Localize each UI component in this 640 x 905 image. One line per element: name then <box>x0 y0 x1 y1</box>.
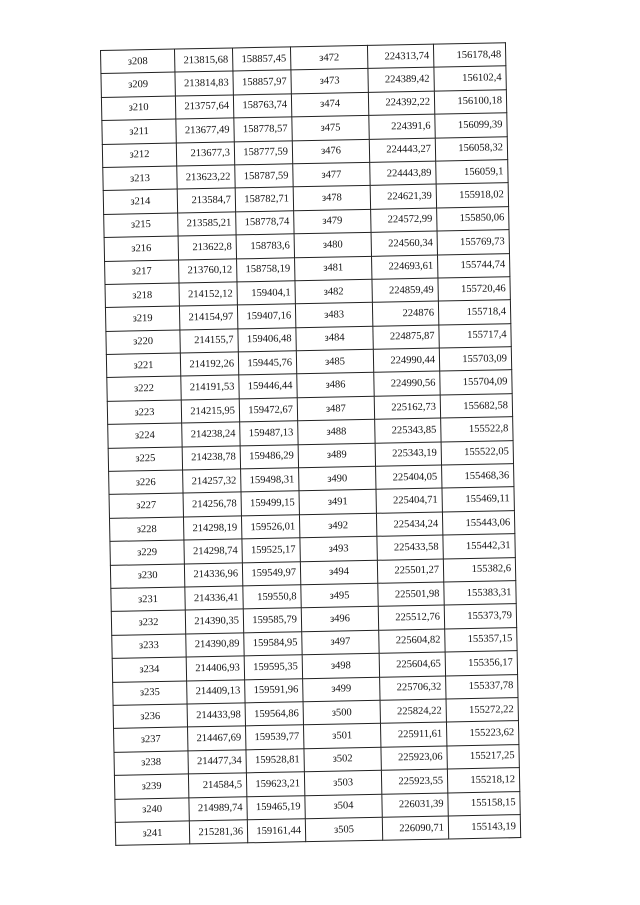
y-coord-left-cell: 159407,16 <box>237 304 295 328</box>
x-coord-right-cell: 225162,73 <box>374 395 440 420</box>
y-coord-right-cell: 155522,8 <box>441 417 513 442</box>
y-coord-left-cell: 159584,95 <box>244 632 302 656</box>
y-coord-right-cell: 155850,06 <box>437 206 509 231</box>
point-id-right-cell: з483 <box>295 303 372 328</box>
point-id-right-cell: з472 <box>290 45 367 70</box>
point-id-left-cell: з238 <box>114 751 188 776</box>
x-coord-right-cell: 225501,27 <box>377 559 443 584</box>
x-coord-right-cell: 224560,34 <box>371 231 437 256</box>
point-id-right-cell: з486 <box>297 373 374 398</box>
x-coord-left-cell: 214238,78 <box>182 446 240 470</box>
point-id-left-cell: з226 <box>109 470 183 495</box>
y-coord-right-cell: 155218,12 <box>447 768 519 793</box>
point-id-right-cell: з494 <box>300 560 377 585</box>
x-coord-right-cell: 225501,98 <box>378 582 444 607</box>
x-coord-left-cell: 214390,35 <box>185 609 243 633</box>
x-coord-left-cell: 214215,95 <box>181 399 239 423</box>
y-coord-right-cell: 155468,36 <box>442 464 514 489</box>
point-id-left-cell: з220 <box>106 330 180 355</box>
x-coord-right-cell: 224859,49 <box>372 278 438 303</box>
y-coord-left-cell: 158778,57 <box>234 117 292 141</box>
x-coord-right-cell: 224443,89 <box>370 161 436 186</box>
point-id-left-cell: з237 <box>114 727 188 752</box>
point-id-right-cell: з491 <box>299 490 376 515</box>
point-id-right-cell: з489 <box>298 443 375 468</box>
point-id-left-cell: з221 <box>106 353 180 378</box>
y-coord-left-cell: 159591,96 <box>245 678 303 702</box>
point-id-right-cell: з479 <box>294 209 371 234</box>
y-coord-right-cell: 155469,11 <box>442 487 514 512</box>
x-coord-right-cell: 225343,19 <box>375 442 441 467</box>
point-id-right-cell: з501 <box>303 724 380 749</box>
y-coord-right-cell: 156058,32 <box>435 136 507 161</box>
x-coord-right-cell: 225343,85 <box>375 418 441 443</box>
point-id-right-cell: з498 <box>302 653 379 678</box>
x-coord-right-cell: 224572,99 <box>371 208 437 233</box>
y-coord-left-cell: 159528,81 <box>246 748 304 772</box>
y-coord-left-cell: 158778,74 <box>236 211 294 235</box>
point-id-left-cell: з216 <box>104 236 178 261</box>
point-id-left-cell: з223 <box>107 400 181 425</box>
x-coord-right-cell: 225433,58 <box>377 535 443 560</box>
y-coord-left-cell: 159445,76 <box>238 351 296 375</box>
x-coord-right-cell: 226031,39 <box>382 792 448 817</box>
coordinates-table <box>100 42 521 846</box>
point-id-right-cell: з490 <box>299 466 376 491</box>
y-coord-right-cell: 155223,62 <box>446 721 518 746</box>
coordinates-table-body <box>101 43 521 846</box>
x-coord-left-cell: 214256,78 <box>183 492 241 516</box>
y-coord-right-cell: 156178,48 <box>433 43 505 68</box>
x-coord-left-cell: 214477,34 <box>188 750 246 774</box>
x-coord-right-cell: 225404,05 <box>376 465 442 490</box>
y-coord-left-cell: 158857,97 <box>233 70 291 94</box>
x-coord-left-cell: 214155,7 <box>180 329 238 353</box>
point-id-right-cell: з484 <box>296 326 373 351</box>
point-id-left-cell: з225 <box>108 447 182 472</box>
point-id-left-cell: з222 <box>107 376 181 401</box>
y-coord-right-cell: 155717,4 <box>439 323 511 348</box>
y-coord-right-cell: 155373,79 <box>444 604 516 629</box>
point-id-right-cell: з481 <box>295 256 372 281</box>
y-coord-left-cell: 159499,15 <box>241 491 299 515</box>
y-coord-right-cell: 155443,06 <box>442 510 514 535</box>
point-id-right-cell: з482 <box>295 279 372 304</box>
point-id-left-cell: з215 <box>104 213 178 238</box>
point-id-right-cell: з477 <box>293 162 370 187</box>
y-coord-right-cell: 155143,19 <box>448 814 520 839</box>
x-coord-right-cell: 224389,42 <box>368 67 434 92</box>
point-id-right-cell: з499 <box>303 677 380 702</box>
point-id-right-cell: з475 <box>292 116 369 141</box>
x-coord-left-cell: 213814,83 <box>175 71 233 95</box>
x-coord-right-cell: 225923,55 <box>381 769 447 794</box>
y-coord-left-cell: 159564,86 <box>245 702 303 726</box>
y-coord-left-cell: 159446,44 <box>239 374 297 398</box>
y-coord-left-cell: 159487,13 <box>240 421 298 445</box>
point-id-right-cell: з496 <box>301 607 378 632</box>
point-id-right-cell: з492 <box>299 513 376 538</box>
y-coord-right-cell: 155337,78 <box>446 674 518 699</box>
x-coord-right-cell: 225706,32 <box>380 676 446 701</box>
point-id-left-cell: з208 <box>101 49 175 74</box>
y-coord-right-cell: 155357,15 <box>445 627 517 652</box>
point-id-right-cell: з474 <box>291 92 368 117</box>
x-coord-left-cell: 214433,98 <box>187 703 245 727</box>
x-coord-left-cell: 214192,26 <box>180 352 238 376</box>
x-coord-right-cell: 225604,82 <box>379 629 445 654</box>
point-id-left-cell: з227 <box>109 493 183 518</box>
x-coord-right-cell: 226090,71 <box>382 816 448 841</box>
x-coord-right-cell: 225923,06 <box>381 746 447 771</box>
x-coord-right-cell: 224391,6 <box>369 114 435 139</box>
point-id-left-cell: з210 <box>101 96 175 121</box>
x-coord-left-cell: 213623,22 <box>177 165 235 189</box>
x-coord-right-cell: 224875,87 <box>373 325 439 350</box>
y-coord-left-cell: 158777,59 <box>234 140 292 164</box>
x-coord-left-cell: 214584,5 <box>188 773 246 797</box>
point-id-right-cell: з485 <box>296 349 373 374</box>
y-coord-right-cell: 156099,39 <box>435 113 507 138</box>
y-coord-left-cell: 159161,44 <box>247 819 305 843</box>
point-id-right-cell: з480 <box>294 232 371 257</box>
point-id-left-cell: з239 <box>114 774 188 799</box>
point-id-left-cell: з218 <box>105 283 179 308</box>
x-coord-left-cell: 213677,3 <box>176 142 234 166</box>
y-coord-right-cell: 155704,09 <box>440 370 512 395</box>
y-coord-right-cell: 155918,02 <box>436 183 508 208</box>
x-coord-left-cell: 214390,89 <box>186 633 244 657</box>
x-coord-left-cell: 213677,49 <box>176 118 234 142</box>
y-coord-left-cell: 159498,31 <box>241 468 299 492</box>
x-coord-left-cell: 213760,12 <box>179 258 237 282</box>
point-id-right-cell: з473 <box>291 69 368 94</box>
x-coord-right-cell: 225434,24 <box>376 512 442 537</box>
x-coord-left-cell: 214298,74 <box>184 539 242 563</box>
x-coord-right-cell: 225604,65 <box>379 652 445 677</box>
y-coord-left-cell: 159526,01 <box>241 515 299 539</box>
y-coord-right-cell: 155442,31 <box>443 534 515 559</box>
y-coord-left-cell: 159539,77 <box>246 725 304 749</box>
point-id-right-cell: з478 <box>293 186 370 211</box>
x-coord-right-cell: 224876 <box>372 301 438 326</box>
x-coord-left-cell: 213584,7 <box>177 188 235 212</box>
x-coord-right-cell: 224693,61 <box>372 255 438 280</box>
point-id-right-cell: з476 <box>292 139 369 164</box>
y-coord-right-cell: 155356,17 <box>445 651 517 676</box>
point-id-left-cell: з228 <box>109 517 183 542</box>
point-id-left-cell: з235 <box>113 681 187 706</box>
x-coord-left-cell: 214298,19 <box>183 516 241 540</box>
point-id-left-cell: з212 <box>102 143 176 168</box>
x-coord-left-cell: 215281,36 <box>189 820 247 844</box>
y-coord-left-cell: 158758,19 <box>237 257 295 281</box>
x-coord-left-cell: 213815,68 <box>174 48 232 72</box>
y-coord-left-cell: 159623,21 <box>246 772 304 796</box>
point-id-left-cell: з224 <box>108 423 182 448</box>
x-coord-right-cell: 224621,39 <box>370 184 436 209</box>
point-id-right-cell: з488 <box>298 420 375 445</box>
point-id-left-cell: з236 <box>113 704 187 729</box>
point-id-left-cell: з229 <box>110 540 184 565</box>
x-coord-right-cell: 225824,22 <box>380 699 446 724</box>
point-id-left-cell: з234 <box>112 657 186 682</box>
point-id-right-cell: з502 <box>304 747 381 772</box>
x-coord-left-cell: 214154,97 <box>179 305 237 329</box>
point-id-left-cell: з217 <box>105 260 179 285</box>
x-coord-left-cell: 214989,74 <box>189 796 247 820</box>
point-id-left-cell: з209 <box>101 72 175 97</box>
y-coord-left-cell: 158763,74 <box>233 94 291 118</box>
point-id-right-cell: з504 <box>305 794 382 819</box>
y-coord-right-cell: 155703,09 <box>439 347 511 372</box>
point-id-right-cell: з503 <box>304 770 381 795</box>
y-coord-left-cell: 159525,17 <box>242 538 300 562</box>
point-id-left-cell: з241 <box>115 821 189 846</box>
point-id-left-cell: з230 <box>110 564 184 589</box>
x-coord-left-cell: 214409,13 <box>187 679 245 703</box>
y-coord-left-cell: 158782,71 <box>235 187 293 211</box>
x-coord-right-cell: 225911,61 <box>380 722 446 747</box>
point-id-left-cell: з211 <box>102 119 176 144</box>
y-coord-right-cell: 156102,4 <box>434 66 506 91</box>
y-coord-left-cell: 158857,45 <box>232 47 290 71</box>
y-coord-left-cell: 159465,19 <box>247 795 305 819</box>
point-id-right-cell: з493 <box>300 536 377 561</box>
x-coord-right-cell: 224990,56 <box>374 372 440 397</box>
y-coord-left-cell: 159585,79 <box>243 608 301 632</box>
y-coord-right-cell: 156100,18 <box>434 89 506 114</box>
y-coord-left-cell: 158787,59 <box>235 164 293 188</box>
y-coord-left-cell: 159486,29 <box>240 444 298 468</box>
x-coord-right-cell: 224443,27 <box>369 138 435 163</box>
x-coord-right-cell: 225404,71 <box>376 488 442 513</box>
y-coord-left-cell: 159472,67 <box>239 398 297 422</box>
point-id-right-cell: з497 <box>302 630 379 655</box>
x-coord-left-cell: 213622,8 <box>178 235 236 259</box>
y-coord-right-cell: 155158,15 <box>448 791 520 816</box>
point-id-right-cell: з505 <box>305 817 382 842</box>
y-coord-right-cell: 155744,74 <box>437 253 509 278</box>
y-coord-left-cell: 159595,35 <box>244 655 302 679</box>
point-id-left-cell: з219 <box>105 306 179 331</box>
x-coord-left-cell: 214467,69 <box>188 726 246 750</box>
point-id-right-cell: з487 <box>297 396 374 421</box>
x-coord-right-cell: 224392,22 <box>368 91 434 116</box>
y-coord-left-cell: 159549,97 <box>242 561 300 585</box>
y-coord-right-cell: 155718,4 <box>438 300 510 325</box>
x-coord-left-cell: 213585,21 <box>178 212 236 236</box>
y-coord-right-cell: 155522,05 <box>441 440 513 465</box>
x-coord-right-cell: 224990,44 <box>373 348 439 373</box>
y-coord-right-cell: 156059,1 <box>436 160 508 185</box>
x-coord-left-cell: 214257,32 <box>183 469 241 493</box>
x-coord-right-cell: 224313,74 <box>367 44 433 69</box>
x-coord-left-cell: 214336,41 <box>185 586 243 610</box>
y-coord-left-cell: 159550,8 <box>243 585 301 609</box>
y-coord-left-cell: 159404,1 <box>237 281 295 305</box>
x-coord-left-cell: 214238,24 <box>182 422 240 446</box>
x-coord-left-cell: 214406,93 <box>186 656 244 680</box>
y-coord-right-cell: 155720,46 <box>438 277 510 302</box>
point-id-right-cell: з495 <box>301 583 378 608</box>
point-id-left-cell: з240 <box>115 797 189 822</box>
x-coord-right-cell: 225512,76 <box>378 605 444 630</box>
y-coord-right-cell: 155272,22 <box>446 698 518 723</box>
point-id-right-cell: з500 <box>303 700 380 725</box>
y-coord-right-cell: 155769,73 <box>437 230 509 255</box>
y-coord-right-cell: 155382,6 <box>443 557 515 582</box>
x-coord-left-cell: 214336,96 <box>184 562 242 586</box>
x-coord-left-cell: 214152,12 <box>179 282 237 306</box>
point-id-left-cell: з231 <box>111 587 185 612</box>
point-id-left-cell: з213 <box>103 166 177 191</box>
y-coord-right-cell: 155682,58 <box>440 394 512 419</box>
coordinates-sheet <box>100 42 520 846</box>
point-id-left-cell: з233 <box>112 634 186 659</box>
point-id-left-cell: з214 <box>103 189 177 214</box>
y-coord-left-cell: 159406,48 <box>238 327 296 351</box>
point-id-left-cell: з232 <box>111 610 185 635</box>
x-coord-left-cell: 214191,53 <box>181 375 239 399</box>
y-coord-right-cell: 155217,25 <box>447 744 519 769</box>
x-coord-left-cell: 213757,64 <box>175 95 233 119</box>
y-coord-right-cell: 155383,31 <box>444 581 516 606</box>
y-coord-left-cell: 158783,6 <box>236 234 294 258</box>
